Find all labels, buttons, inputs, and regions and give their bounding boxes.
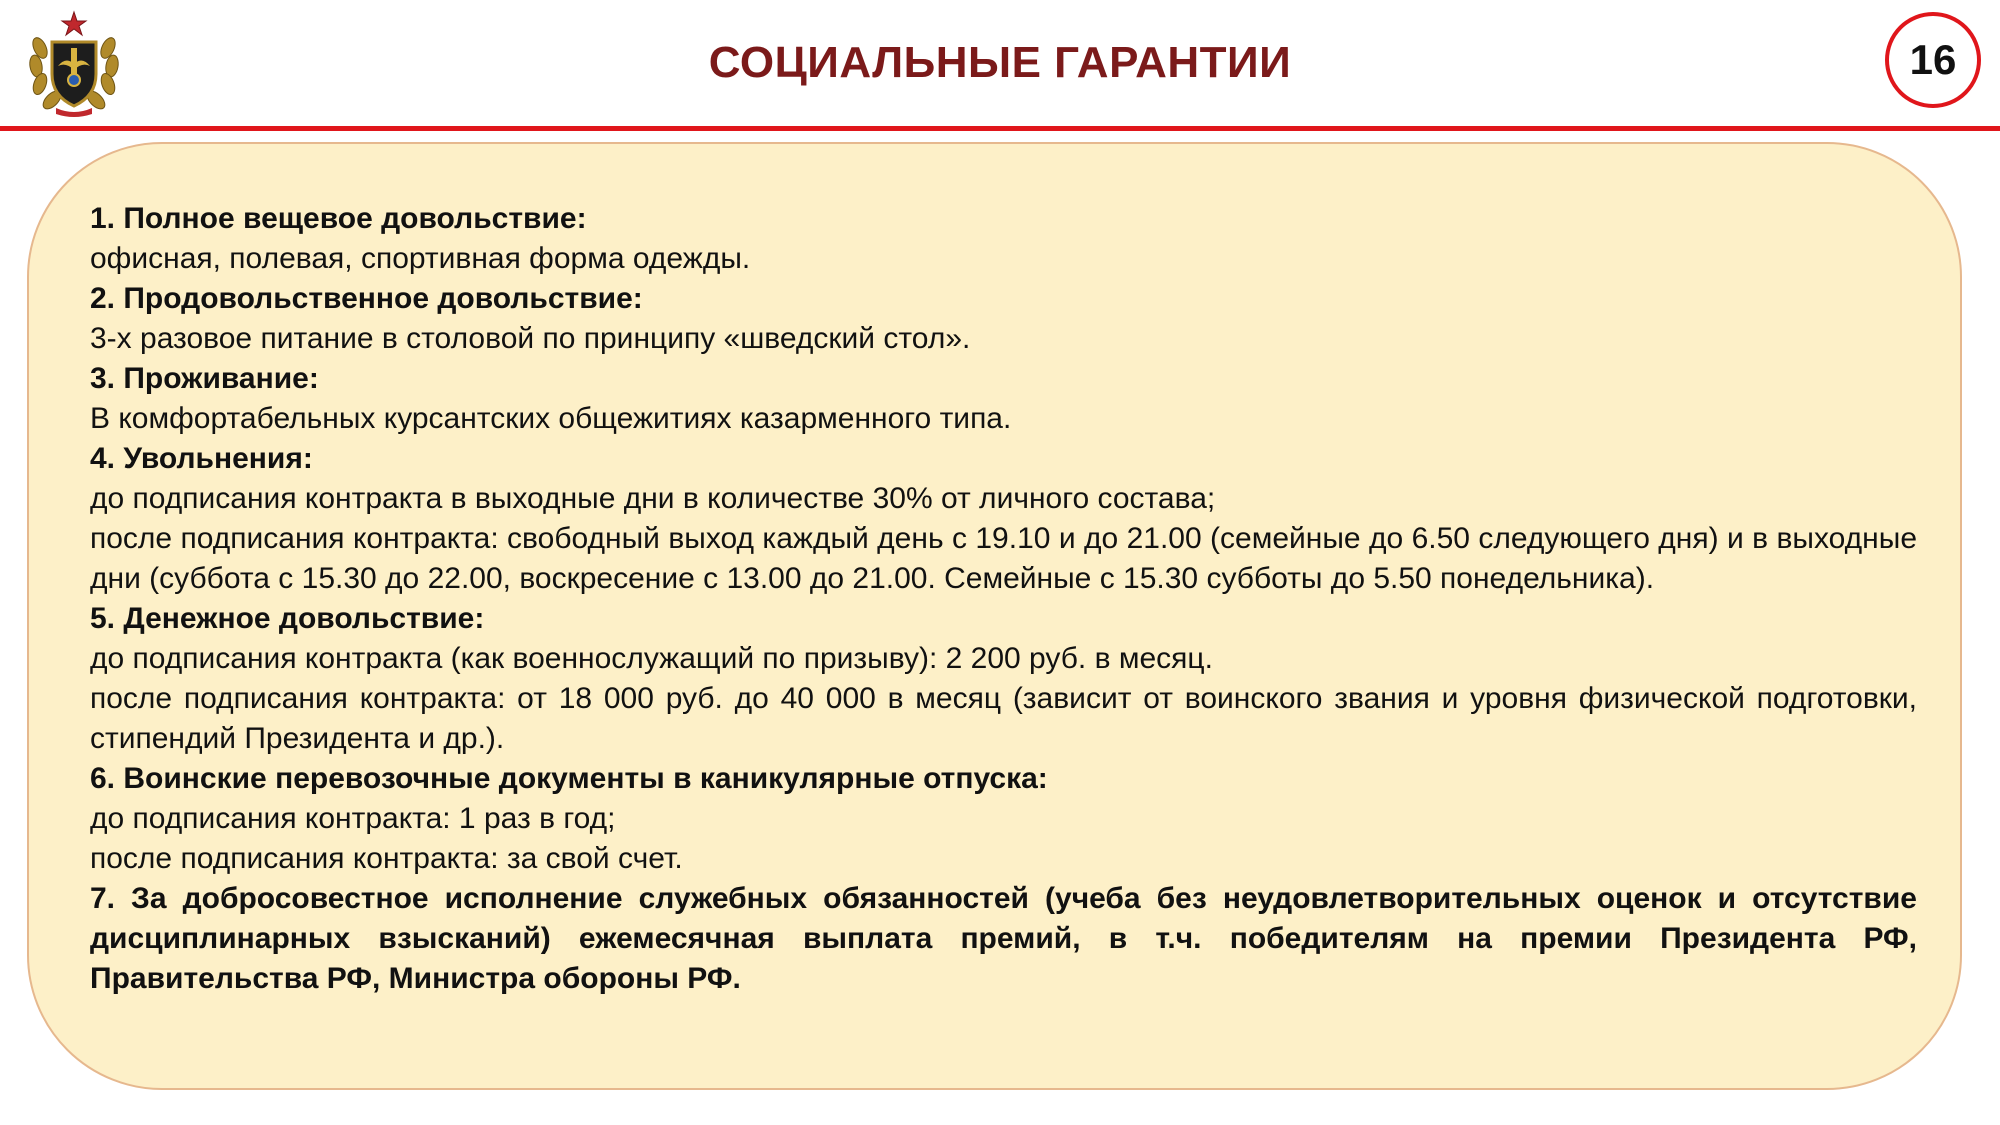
section-text: 3-х разовое питание в столовой по принципу «шведский стол». (90, 322, 971, 355)
section-text: после подписания контракта: за свой счет. (90, 842, 683, 875)
section-heading: 4. Увольнения: (90, 442, 313, 475)
section-heading: 3. Проживание: (90, 362, 319, 395)
section-heading: 2. Продовольственное довольствие: (90, 282, 643, 315)
section-text: до подписания контракта: 1 раз в год; (90, 802, 616, 835)
page-number-badge (1885, 12, 1981, 108)
section-text: до подписания контракта (как военнослужащий по призыву): 2 200 руб. в месяц. (90, 642, 1213, 675)
section-heading: 6. Воинские перевозочные документы в каникулярные отпуска: (90, 762, 1048, 795)
guarantees-list (90, 199, 1917, 999)
section-heading: 7. За добросовестное исполнение служебных обязанностей (учеба без неудовлетворительных оценок и отсутствие дисциплинарных взысканий) ежемесячная выплата премий, в т.ч. победителям на премии Президента РФ, Правительства РФ, Министра обороны РФ. (90, 882, 1917, 995)
section-text: офисная, полевая, спортивная форма одежды. (90, 242, 751, 275)
section-heading: 5. Денежное довольствие: (90, 602, 485, 635)
page-number: 16 (1909, 36, 1957, 83)
section-heading: 1. Полное вещевое довольствие: (90, 202, 587, 235)
section-text: после подписания контракта: от 18 000 руб. до 40 000 в месяц (зависит от воинского звания и уровня физической подготовки, стипендий Президента и др.). (90, 682, 1917, 755)
section-text: до подписания контракта в выходные дни в количестве 30% от личного состава; (90, 482, 1216, 515)
section-text: после подписания контракта: свободный выход каждый день с 19.10 и до 21.00 (семейные до 6.50 следующего дня) и в выходные дни (суббота с 15.30 до 22.00, воскресение с 13.00 до 21.00. Семейные с 15.30 субботы до 5.50 понедельника). (90, 522, 1917, 595)
page-title: СОЦИАЛЬНЫЕ ГАРАНТИИ (708, 38, 1292, 87)
header-divider (0, 126, 2000, 131)
section-text: В комфортабельных курсантских общежитиях казарменного типа. (90, 402, 1012, 435)
